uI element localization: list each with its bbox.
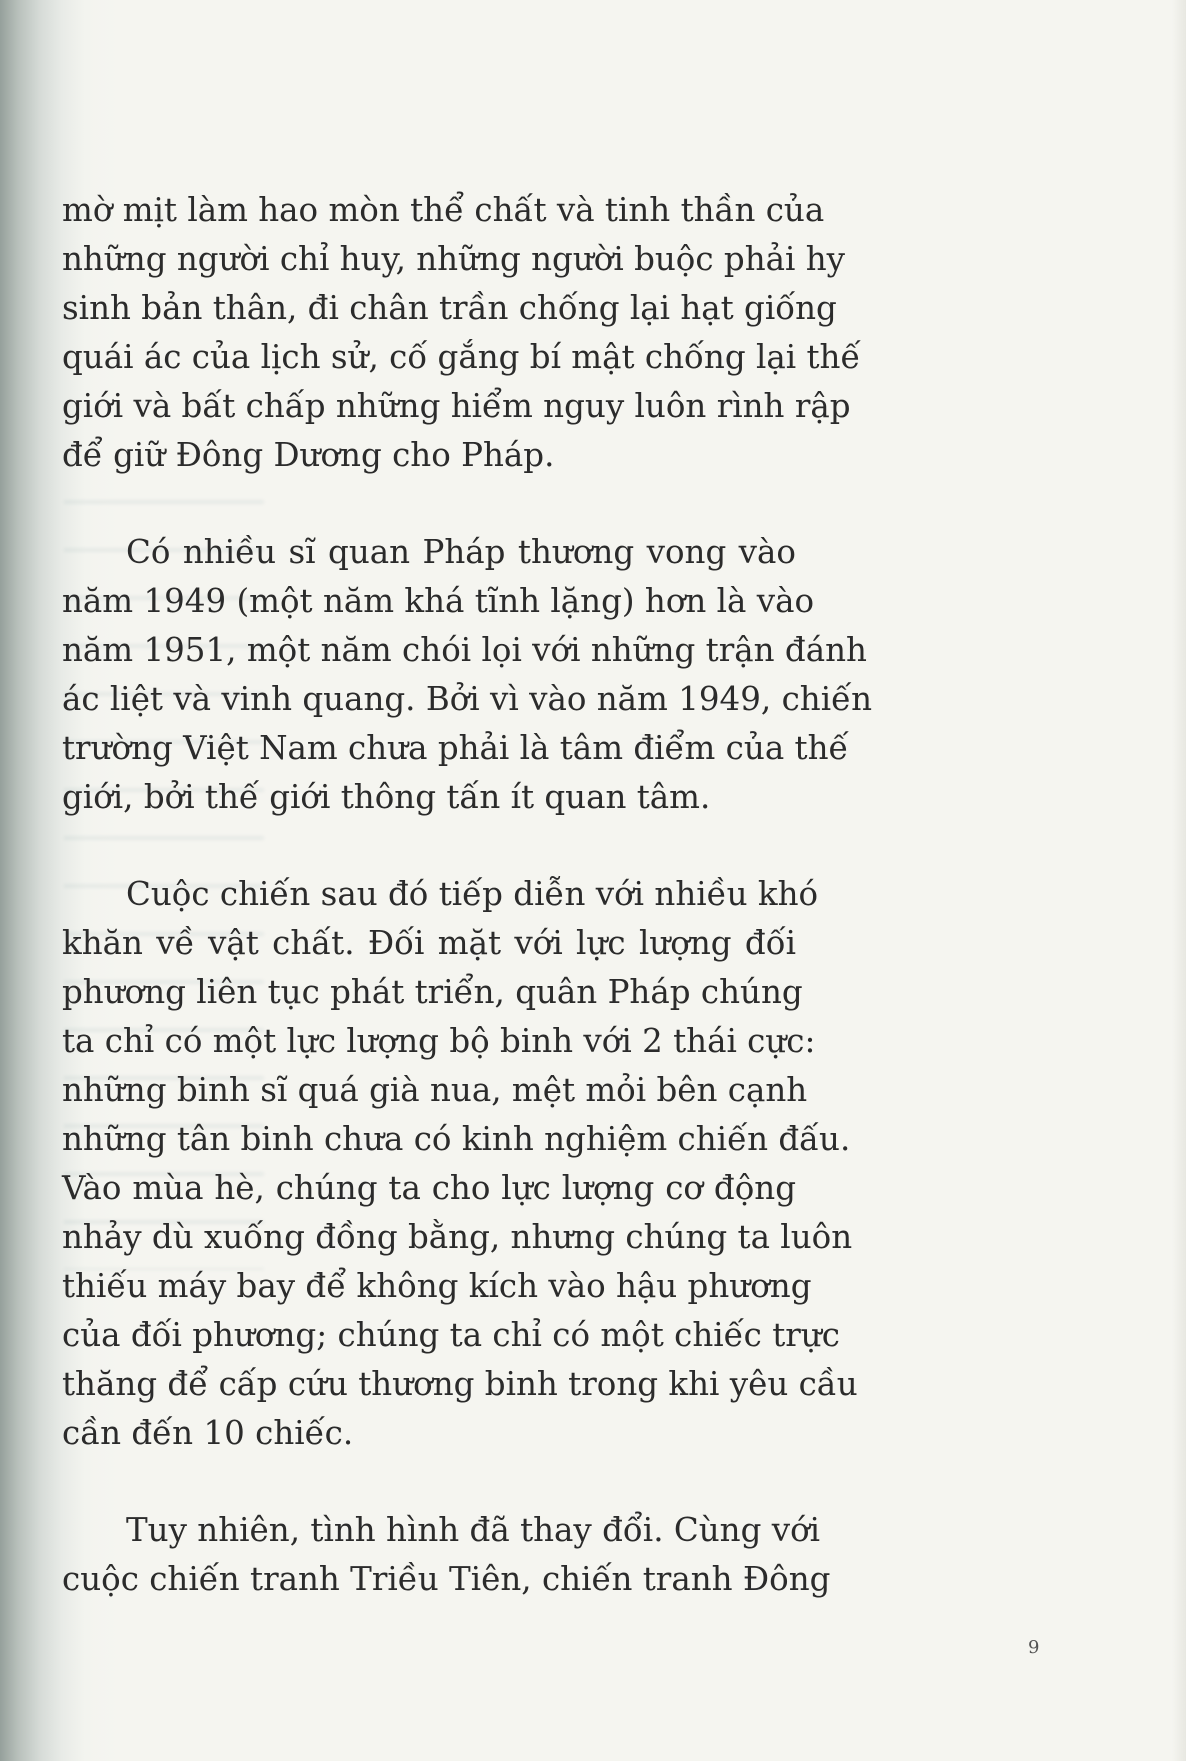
text-line: để giữ Đông Dương cho Pháp. xyxy=(62,436,555,474)
paragraph-1 xyxy=(62,186,861,480)
text-line: quái ác của lịch sử, cố gắng bí mật chống lại thế xyxy=(62,338,861,376)
text-line: ta chỉ có một lực lượng bộ binh với 2 thái cực: xyxy=(62,1022,816,1060)
text-line: thiếu máy bay để không kích vào hậu phương xyxy=(62,1267,812,1305)
text-line: mờ mịt làm hao mòn thể chất và tinh thần của xyxy=(62,191,825,229)
text-line: Có nhiều sĩ quan Pháp thương vong vào xyxy=(126,533,796,571)
text-line: giới và bất chấp những hiểm nguy luôn rình rập xyxy=(62,387,851,425)
text-line: Vào mùa hè, chúng ta cho lực lượng cơ động xyxy=(62,1169,796,1207)
text-line: cần đến 10 chiếc. xyxy=(62,1414,354,1452)
text-line: năm 1949 (một năm khá tĩnh lặng) hơn là vào xyxy=(62,582,815,620)
text-line: giới, bởi thế giới thông tấn ít quan tâm. xyxy=(62,778,711,816)
text-line: cuộc chiến tranh Triều Tiên, chiến tranh Đông xyxy=(62,1560,831,1598)
text-line: trường Việt Nam chưa phải là tâm điểm của thế xyxy=(62,729,849,767)
paragraph-3 xyxy=(62,870,858,1458)
text-line: những binh sĩ quá già nua, mệt mỏi bên cạnh xyxy=(62,1071,808,1109)
body-text xyxy=(62,186,873,1604)
text-line: ác liệt và vinh quang. Bởi vì vào năm 1949, chiến xyxy=(62,680,873,718)
paragraph-2 xyxy=(62,528,873,822)
text-line: nhảy dù xuống đồng bằng, nhưng chúng ta luôn xyxy=(62,1218,853,1256)
text-line: sinh bản thân, đi chân trần chống lại hạt giống xyxy=(62,289,837,327)
text-line: khăn về vật chất. Đối mặt với lực lượng đối xyxy=(62,924,796,962)
text-line: những tân binh chưa có kinh nghiệm chiến đấu. xyxy=(62,1120,851,1158)
text-line: của đối phương; chúng ta chỉ có một chiếc trực xyxy=(62,1316,840,1354)
text-line: Tuy nhiên, tình hình đã thay đổi. Cùng với xyxy=(126,1511,821,1549)
text-line: những người chỉ huy, những người buộc phải hy xyxy=(62,240,846,278)
text-line: thăng để cấp cứu thương binh trong khi yêu cầu xyxy=(62,1365,858,1403)
page-number: 9 xyxy=(1028,1637,1040,1658)
paragraph-gap xyxy=(62,822,796,870)
text-line: năm 1951, một năm chói lọi với những trận đánh xyxy=(62,631,867,669)
paragraph-4 xyxy=(62,1506,831,1604)
text-line: Cuộc chiến sau đó tiếp diễn với nhiều khó xyxy=(126,875,819,913)
paragraph-gap xyxy=(62,480,796,528)
paragraph-gap xyxy=(62,1458,796,1506)
text-line: phương liên tục phát triển, quân Pháp chúng xyxy=(62,973,803,1011)
